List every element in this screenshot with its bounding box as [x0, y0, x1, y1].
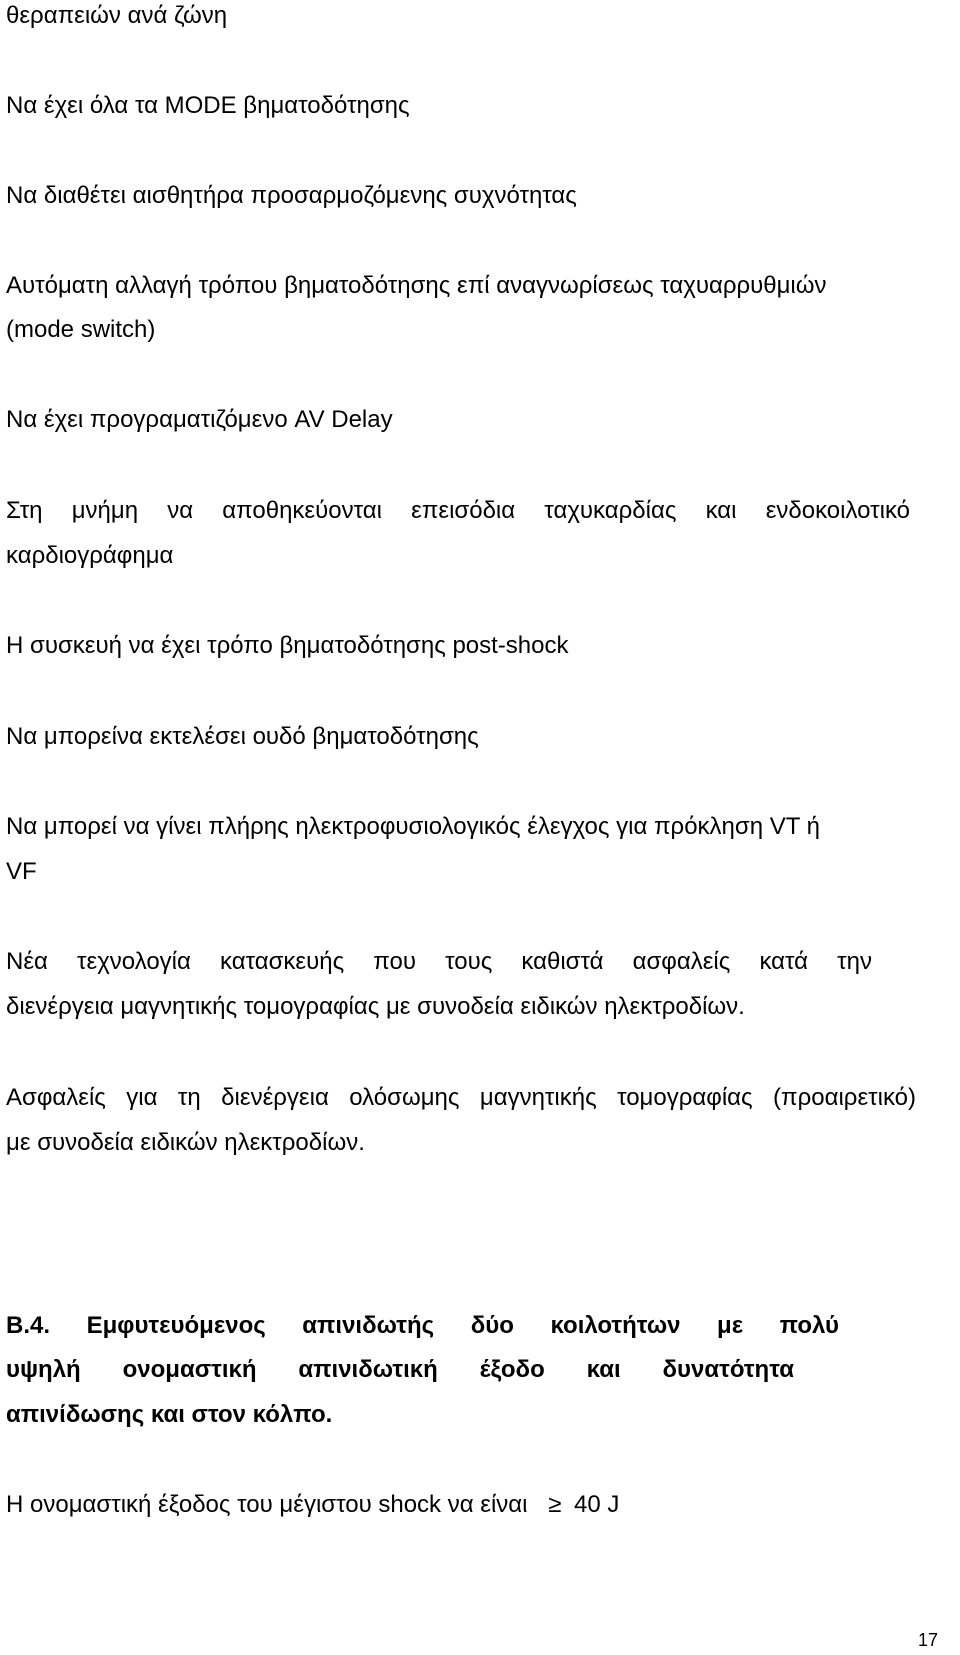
text-line: Να μπορεί να γίνει πλήρης ηλεκτροφυσιολογικός έλεγχος για πρόκληση VT ή [6, 813, 820, 840]
section-heading: υψηλή ονομαστική απινιδωτική έξοδο και δυνατότητα [6, 1356, 794, 1383]
text-line: (mode switch) [6, 316, 156, 343]
text-line: Να έχει προγραματιζόμενο AV Delay [6, 406, 393, 433]
text-line: θεραπειών ανά ζώνη [6, 2, 228, 29]
text-line: Ασφαλείς για τη διενέργεια ολόσωμης μαγνητικής τομογραφίας (προαιρετικό) [6, 1084, 916, 1111]
text-line: με συνοδεία ειδικών ηλεκτροδίων. [6, 1129, 365, 1156]
final-line [6, 1491, 619, 1519]
text-line: Η συσκευή να έχει τρόπο βηματοδότησης post-shock [6, 632, 569, 659]
section-heading: απινίδωσης και στον κόλπο. [6, 1401, 333, 1428]
text-line: Στη μνήμη να αποθηκεύονται επεισόδια ταχυκαρδίας και ενδοκοιλοτικό [6, 497, 910, 524]
text-line: Νέα τεχνολογία κατασκευής που τους καθιστά ασφαλείς κατά την [6, 948, 872, 975]
text-line: καρδιογράφημα [6, 542, 174, 569]
text-line: Αυτόματη αλλαγή τρόπου βηματοδότησης επί αναγνωρίσεως ταχυαρρυθμιών [6, 272, 827, 299]
text-line: VF [6, 858, 37, 885]
greater-equal-symbol: ≥ [548, 1491, 562, 1518]
text-line: Να έχει όλα τα MODE βηματοδότησης [6, 92, 410, 119]
text-line: Να διαθέτει αισθητήρα προσαρμοζόμενης συχνότητας [6, 182, 577, 209]
text-line: διενέργεια μαγνητικής τομογραφίας με συνοδεία ειδικών ηλεκτροδίων. [6, 993, 745, 1020]
final-line-value: 40 J [574, 1491, 620, 1518]
text-line: Να μπορείνα εκτελέσει ουδό βηματοδότησης [6, 723, 479, 750]
page-number: 17 [917, 1630, 938, 1650]
section-heading: B.4. Εμφυτευόμενος απινιδωτής δύο κοιλοτήτων με πολύ [6, 1312, 839, 1339]
final-line-text: Η ονομαστική έξοδος του μέγιστου shock να είναι [6, 1491, 528, 1518]
